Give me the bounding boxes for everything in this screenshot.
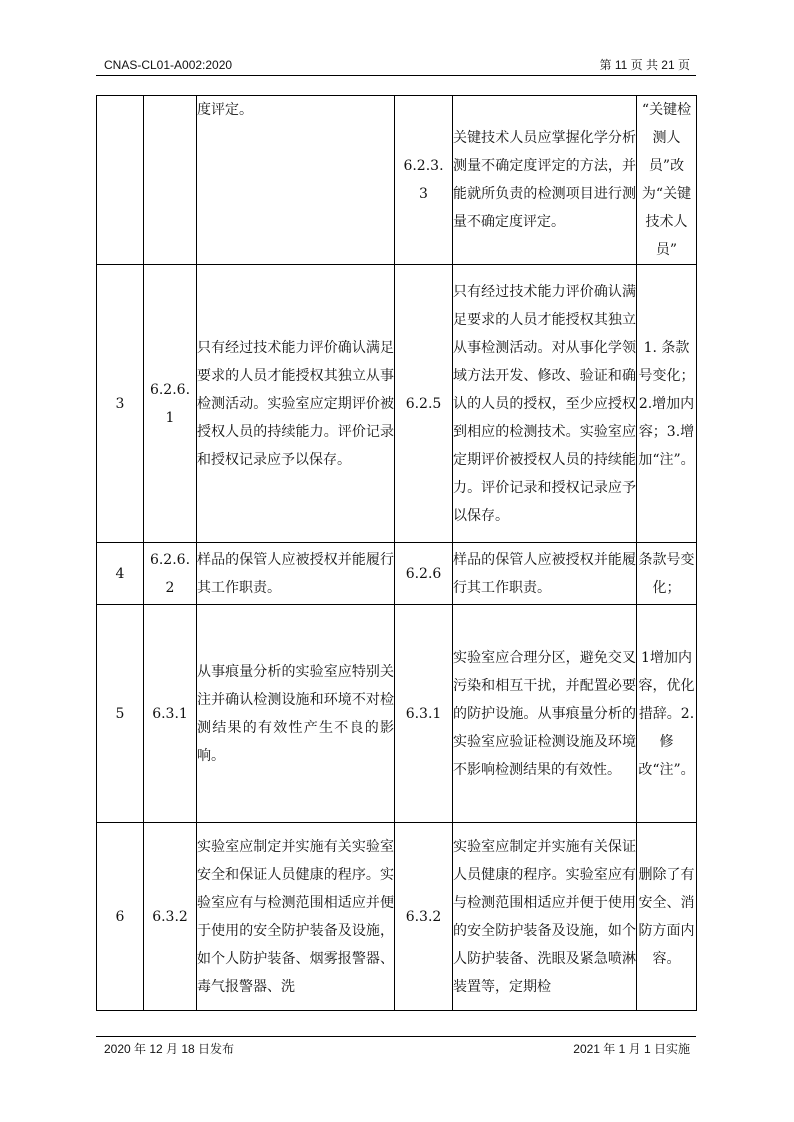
new-clause-text: 关键技术人员应掌握化学分析测量不确定度评定的方法，并能就所负责的检测项目进行测量不确定度评定。 bbox=[453, 96, 637, 265]
row-index: 5 bbox=[97, 605, 144, 823]
old-clause-number bbox=[144, 96, 197, 265]
page-number: 第 11 页 共 21 页 bbox=[599, 58, 690, 72]
old-clause-part: 6.2.6. bbox=[149, 551, 191, 568]
document-id: CNAS-CL01-A002:2020 bbox=[104, 58, 233, 72]
old-clause-text: 从事痕量分析的实验室应特别关注并确认检测设施和环境不对检测结果的有效性产生不良的影响。 bbox=[197, 605, 395, 823]
header-rule bbox=[96, 75, 696, 76]
row-index: 3 bbox=[97, 265, 144, 543]
new-clause-number: 6.2.5 bbox=[395, 265, 453, 543]
new-clause-number bbox=[395, 96, 453, 265]
change-note: 删除了有安全、消防方面内容。 bbox=[637, 823, 697, 1011]
old-clause-number bbox=[144, 543, 197, 605]
old-clause-text: 实验室应制定并实施有关实验室安全和保证人员健康的程序。实验室应有与检测范围相适应并便于使用的安全防护装备及设施，如个人防护装备、烟雾报警器、毒气报警器、洗 bbox=[197, 823, 395, 1011]
new-clause-number: 6.3.1 bbox=[395, 605, 453, 823]
new-clause-number: 6.2.6 bbox=[395, 543, 453, 605]
old-clause-part: 2 bbox=[165, 579, 175, 596]
old-clause-part: 1 bbox=[165, 409, 175, 426]
change-note: 1. 条款号变化；2.增加内容；3.增加“注”。 bbox=[637, 265, 697, 543]
old-clause-text: 只有经过技术能力评价确认满足要求的人员才能授权其独立从事检测活动。实验室应定期评价被授权人员的持续能力。评价记录和授权记录应予以保存。 bbox=[197, 265, 395, 543]
row-index: 4 bbox=[97, 543, 144, 605]
change-note: “关键检测人员”改为“关键技术人员” bbox=[637, 96, 697, 265]
old-clause-number: 6.3.1 bbox=[144, 605, 197, 823]
table-row bbox=[97, 605, 697, 823]
new-clause-part: 6.2.3. bbox=[403, 158, 444, 174]
effective-date: 2021 年 1 月 1 日实施 bbox=[573, 1042, 690, 1056]
table-row bbox=[97, 823, 697, 1011]
table-row bbox=[97, 265, 697, 543]
new-clause-text: 样品的保管人应被授权并能履行其工作职责。 bbox=[453, 543, 637, 605]
old-clause-text: 样品的保管人应被授权并能履行其工作职责。 bbox=[197, 543, 395, 605]
table-row bbox=[97, 543, 697, 605]
old-clause-part: 6.2.6. bbox=[149, 381, 191, 398]
new-clause-text: 实验室应合理分区，避免交叉污染和相互干扰，并配置必要的防护设施。从事痕量分析的实验室应验证检测设施及环境不影响检测结果的有效性。 bbox=[453, 605, 637, 823]
table-row bbox=[97, 96, 697, 265]
new-clause-number: 6.3.2 bbox=[395, 823, 453, 1011]
footer-rule bbox=[96, 1036, 696, 1037]
new-clause-text: 实验室应制定并实施有关保证人员健康的程序。实验室应有与检测范围相适应并便于使用的安全防护装备及设施，如个人防护装备、洗眼及紧急喷淋装置等，定期检 bbox=[453, 823, 637, 1011]
old-clause-text: 度评定。 bbox=[197, 96, 395, 265]
comparison-table bbox=[96, 95, 697, 1011]
new-clause-part: 3 bbox=[419, 186, 428, 202]
old-clause-number bbox=[144, 265, 197, 543]
change-note: 1增加内容，优化措辞。2. 修改“注”。 bbox=[637, 605, 697, 823]
new-clause-text: 只有经过技术能力评价确认满足要求的人员才能授权其独立从事检测活动。对从事化学领域方法开发、修改、验证和确认的人员的授权，至少应授权到相应的检测技术。实验室应定期评价被授权人员的持续能力。评价记录和授权记录应予以保存。 bbox=[453, 265, 637, 543]
row-index bbox=[97, 96, 144, 265]
old-clause-number: 6.3.2 bbox=[144, 823, 197, 1011]
change-note: 条款号变化； bbox=[637, 543, 697, 605]
publish-date: 2020 年 12 月 18 日发布 bbox=[104, 1042, 235, 1056]
row-index: 6 bbox=[97, 823, 144, 1011]
